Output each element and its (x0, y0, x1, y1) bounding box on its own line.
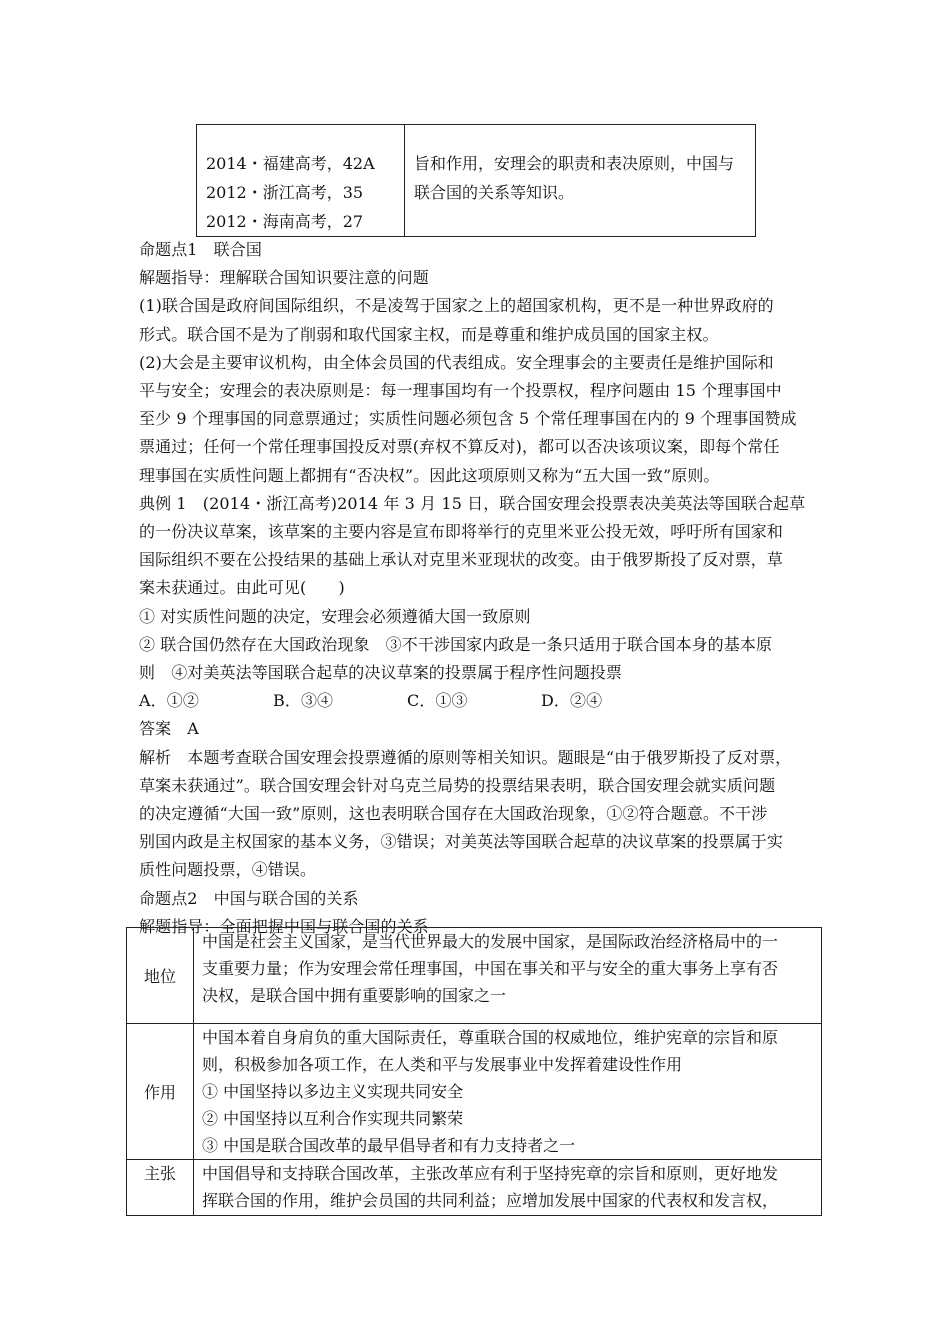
cell-line: ② 中国坚持以互利合作实现共同繁荣 (202, 1109, 464, 1128)
source-line: 2012・海南高考，27 (206, 212, 364, 231)
paragraph-line: (2)大会是主要审议机构，由全体会员国的代表组成。安全理事会的主要责任是维护国际和 (139, 352, 774, 372)
choice-b: B．③④ (273, 691, 334, 711)
row-content-claim (194, 1160, 822, 1216)
table-row (127, 928, 822, 1024)
example-line: 案未获通过。由此可见( ) (139, 578, 345, 598)
cell-line: 中国倡导和支持联合国改革，主张改革应有利于坚持宪章的宗旨和原则，更好地发 (202, 1164, 779, 1183)
table-row (127, 1160, 822, 1216)
analysis-line: 草案未获通过”。联合国安理会针对乌克兰局势的投票结果表明，联合国安理会就实质问题 (139, 775, 776, 795)
paragraph-line: 平与安全；安理会的表决原则是：每一理事国均有一个投票权，程序问题由 15 个理事国中 (139, 381, 782, 401)
analysis-line: 别国内政是主权国家的基本义务，③错误；对美英法等国联合起草的决议草案的投票属于实 (139, 832, 784, 852)
source-cell (197, 125, 405, 236)
row-head-role: 作用 (127, 1024, 194, 1160)
paragraph-line: (1)联合国是政府间国际组织，不是凌驾于国家之上的超国家机构，更不是一种世界政府的 (139, 296, 774, 316)
example-line: 的一份决议草案，该草案的主要内容是宣布即将举行的克里米亚公投无效，呼吁所有国家和 (139, 522, 784, 542)
example-line: 国际组织不要在公投结果的基础上承认对克里米亚现状的改变。由于俄罗斯投了反对票，草 (139, 550, 784, 570)
description-line: 旨和作用，安理会的职责和表决原则，中国与 (414, 154, 735, 173)
row-head-claim: 主张 (127, 1160, 194, 1216)
cell-line: 中国本着自身肩负的重大国际责任，尊重联合国的权威地位，维护宪章的宗旨和原 (202, 1028, 779, 1047)
cell-line: 则，积极参加各项工作，在人类和平与发展事业中发挥着建设性作用 (202, 1055, 683, 1074)
paragraph-line: 至少 9 个理事国的同意票通过；实质性问题必须包含 5 个常任理事国在内的 9 个理事国赞成 (139, 409, 797, 429)
row-content-position (194, 928, 822, 1024)
choice-a: A．①② (139, 691, 199, 711)
choice-c: C．①③ (407, 691, 468, 711)
cell-line: 挥联合国的作用，维护会员国的共同利益；应增加发展中国家的代表权和发言权， (202, 1191, 779, 1210)
cell-line: ① 中国坚持以多边主义实现共同安全 (202, 1082, 464, 1101)
example-line: 则 ④对美英法等国联合起草的决议草案的投票属于程序性问题投票 (139, 663, 623, 683)
description-cell (405, 125, 755, 236)
section2-title: 命题点2 中国与联合国的关系 (139, 888, 359, 908)
cell-line: 中国是社会主义国家，是当代世界最大的发展中国家，是国际政治经济格局中的一 (202, 932, 779, 951)
section1-guide: 解题指导：理解联合国知识要注意的问题 (139, 268, 429, 288)
cell-line: ③ 中国是联合国改革的最早倡导者和有力支持者之一 (202, 1136, 576, 1155)
paragraph-line: 形式。联合国不是为了削弱和取代国家主权，而是尊重和维护成员国的国家主权。 (139, 324, 719, 344)
cell-line: 决权，是联合国中拥有重要影响的国家之一 (202, 986, 507, 1005)
analysis-line: 质性问题投票，④错误。 (139, 860, 317, 880)
description-line: 联合国的关系等知识。 (414, 183, 575, 202)
row-content-role (194, 1024, 822, 1160)
cell-line: 支重要力量；作为安理会常任理事国，中国在事关和平与安全的重大事务上享有否 (202, 959, 779, 978)
analysis-line: 解析 本题考查联合国安理会投票遵循的原则等相关知识。题眼是“由于俄罗斯投了反对票， (139, 747, 792, 767)
source-line: 2012・浙江高考，35 (206, 183, 364, 202)
source-line: 2014・福建高考，42A (206, 154, 375, 173)
example-line: ② 联合国仍然存在大国政治现象 ③不干涉国家内政是一条只适用于联合国本身的基本原 (139, 634, 773, 654)
paragraph-line: 理事国在实质性问题上都拥有“否决权”。因此这项原则又称为“五大国一致”原则。 (139, 465, 720, 485)
analysis-line: 的决定遵循“大国一致”原则，这也表明联合国存在大国政治现象，①②符合题意。不干涉 (139, 804, 768, 824)
document-body (139, 236, 819, 941)
example-line: 典例 1 (2014・浙江高考)2014 年 3 月 15 日，联合国安理会投票表决美英法等国联合起草 (139, 493, 806, 513)
answer-line: 答案 A (139, 719, 199, 739)
section2-guide: 解题指导：全面把握中国与联合国的关系 (139, 916, 429, 936)
table-row (127, 1024, 822, 1160)
source-table (196, 124, 756, 237)
example-line: ① 对实质性问题的决定，安理会必须遵循大国一致原则 (139, 606, 531, 626)
choice-d: D．②④ (541, 691, 603, 711)
china-un-relation-table (126, 927, 822, 1216)
section1-title: 命题点1 联合国 (139, 240, 262, 259)
answer-choices (139, 687, 819, 715)
paragraph-line: 票通过；任何一个常任理事国投反对票(弃权不算反对)，都可以否决该项议案，即每个常任 (139, 437, 780, 457)
row-head-position: 地位 (127, 928, 194, 1024)
